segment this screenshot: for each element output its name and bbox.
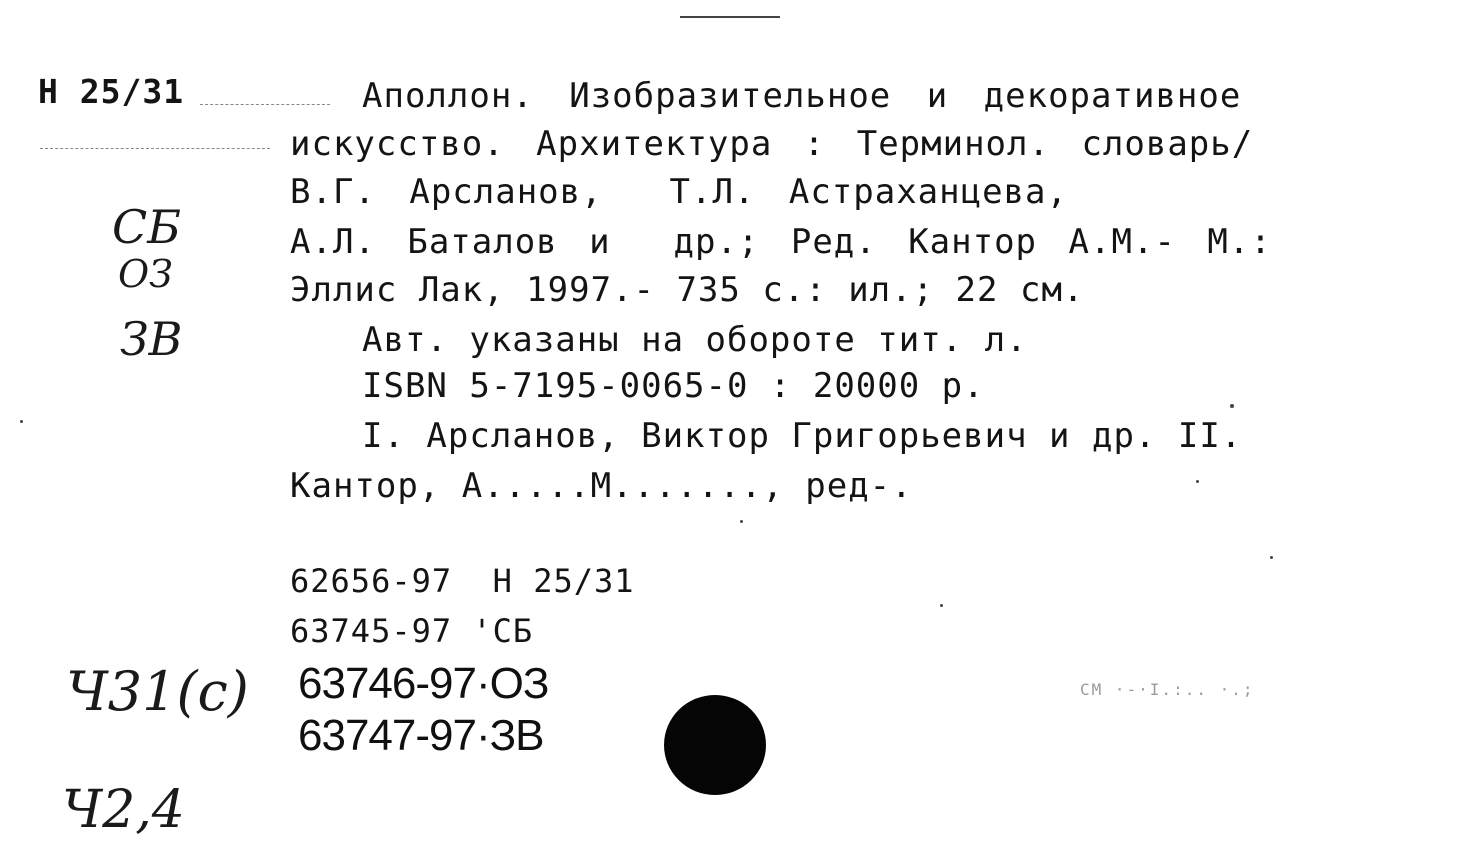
speckle (20, 420, 23, 423)
stamped-accession-2: 63747-97·ЗВ (298, 711, 544, 760)
shelfmark-dotted-line (200, 104, 330, 105)
speckle (1270, 556, 1273, 559)
speckle (940, 604, 943, 607)
tracings-line-2: Кантор, А.....М......., ред-. (290, 466, 913, 506)
left-dotted-line (40, 148, 270, 149)
handwritten-sb: СБ (112, 200, 181, 254)
accession-1: 62656-97 Н 25/31 (290, 562, 635, 600)
imprint-line: Эллис Лак, 1997.- 735 с.: ил.; 22 см. (290, 270, 1085, 310)
title-line-2: искусство. Архитектура : Терминол. словарь/ (290, 124, 1254, 164)
handwritten-zv: ЗВ (120, 312, 183, 366)
shelfmark: Н 25/31 (38, 72, 185, 111)
handwritten-oz: ОЗ (118, 252, 173, 296)
speckle (1196, 480, 1199, 483)
faint-mark: СМ ·-·I.:.. ·.; (1080, 680, 1255, 699)
top-scratch (680, 16, 780, 18)
tracings-line-1: I. Арсланов, Виктор Григорьевич и др. II. (362, 416, 1243, 456)
speckle (740, 520, 743, 523)
speckle (1230, 404, 1234, 408)
handwritten-bottom-mark: Ч2,4 (62, 780, 185, 840)
isbn-line: ISBN 5-7195-0065-0 : 20000 р. (362, 366, 985, 406)
stamped-accession-1: 63746-97·ОЗ (298, 659, 549, 708)
title-line-1: Аполлон. Изобразительное и декоративное (362, 76, 1242, 116)
note-authors: Авт. указаны на обороте тит. л. (362, 320, 1028, 360)
authors-line-2: А.Л. Баталов и др.; Ред. Кантор А.М.- М.: (290, 222, 1272, 262)
ink-blot (664, 695, 766, 795)
accession-2: 63745-97 'СБ (290, 612, 534, 650)
handwritten-classmark: Ч31(с) (66, 660, 249, 723)
authors-line-1: В.Г. Арсланов, Т.Л. Астраханцева, (290, 172, 1068, 212)
